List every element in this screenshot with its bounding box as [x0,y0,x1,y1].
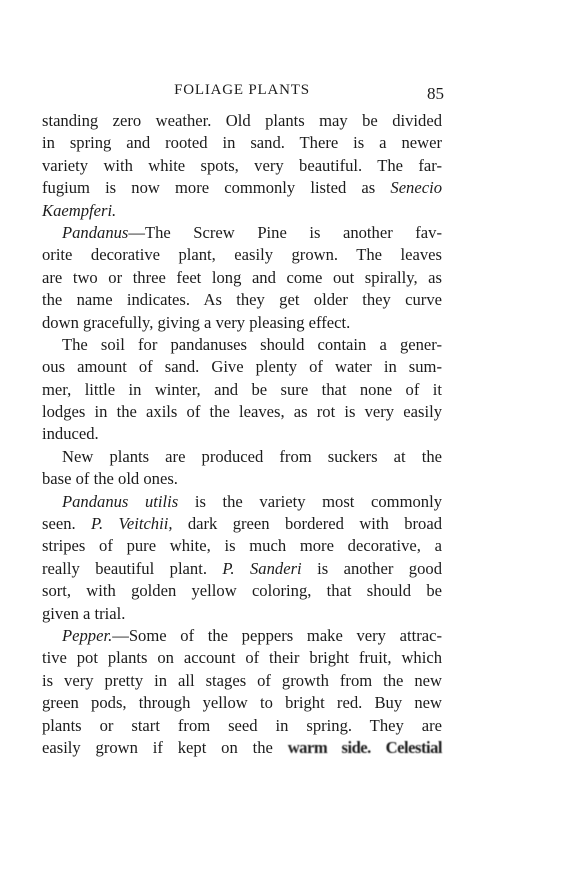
text-run: —Some of the peppers make very attrac- [112,625,442,645]
text-line: induced. [42,424,99,444]
text-run: really beautiful plant. [42,558,223,578]
text-run: dark green bordered with broad [172,514,442,534]
text-line: given a trial. [42,603,126,623]
paragraph-start-line: The soil for pandanuses should contain a gener- [62,334,442,354]
text-line [42,737,442,759]
text-line: sort, with golden yellow coloring, that should be [42,581,442,601]
paragraph-start-line [42,222,442,244]
text-line: ous amount of sand. Give plenty of water in sum- [42,357,442,377]
text-line: stripes of pure white, is much more decorative, a [42,536,442,556]
text-line [42,558,442,580]
text-run: is the variety most commonly [178,491,442,511]
paragraph-start-line [42,625,442,647]
smudged-text: Celestial [385,737,442,757]
text-line: green pods, through yellow to bright red. Buy new [42,693,442,713]
text-run: easily grown if kept on the [42,737,288,757]
running-head: FOLIAGE PLANTS [174,82,310,98]
text-line: standing zero weather. Old plants may be divided [42,111,442,130]
italic-term: Pandanus [62,222,129,242]
text-line [42,513,442,535]
text-line [42,200,442,222]
smudged-text: warm side. [287,737,371,757]
body-text [42,110,442,759]
text-run: is another good [301,558,442,578]
text-run: seen. [42,514,92,534]
italic-term: P. Veitchii, [91,514,173,534]
italic-term: P. Sanderi [222,558,302,578]
text-line: in spring and rooted in sand. There is a newer [42,133,442,153]
page-number: 85 [427,84,444,103]
text-run: —The Screw Pine is another fav- [128,222,442,242]
paragraph-start-line: New plants are produced from suckers at the [62,446,442,466]
text-line: the name indicates. As they get older they curve [42,290,442,310]
italic-term: Pepper. [62,625,113,645]
page-header [42,82,442,104]
text-line: are two or three feet long and come out spirally, as [42,267,442,287]
text-line: tive pot plants on account of their bright fruit, which [42,648,442,668]
text-run: fugium is now more commonly listed as [42,178,391,198]
text-line: base of the old ones. [42,469,178,489]
text-line: variety with white spots, very beautiful. The far- [42,155,442,175]
text-line: down gracefully, giving a very pleasing effect. [42,312,351,332]
faded-gap [371,738,386,757]
paragraph-start-line [42,491,442,513]
text-line: orite decorative plant, easily grown. The leaves [42,245,442,265]
italic-term: Senecio [390,178,442,198]
text-line: plants or start from seed in spring. They are [42,715,442,735]
text-line [42,177,442,199]
text-line: lodges in the axils of the leaves, as rot is very easily [42,402,442,422]
text-line: mer, little in winter, and be sure that none of it [42,379,442,399]
italic-term: Pandanus utilis [62,491,179,511]
text-line: is very pretty in all stages of growth from the new [42,670,442,690]
italic-term: Kaempferi. [42,200,117,220]
